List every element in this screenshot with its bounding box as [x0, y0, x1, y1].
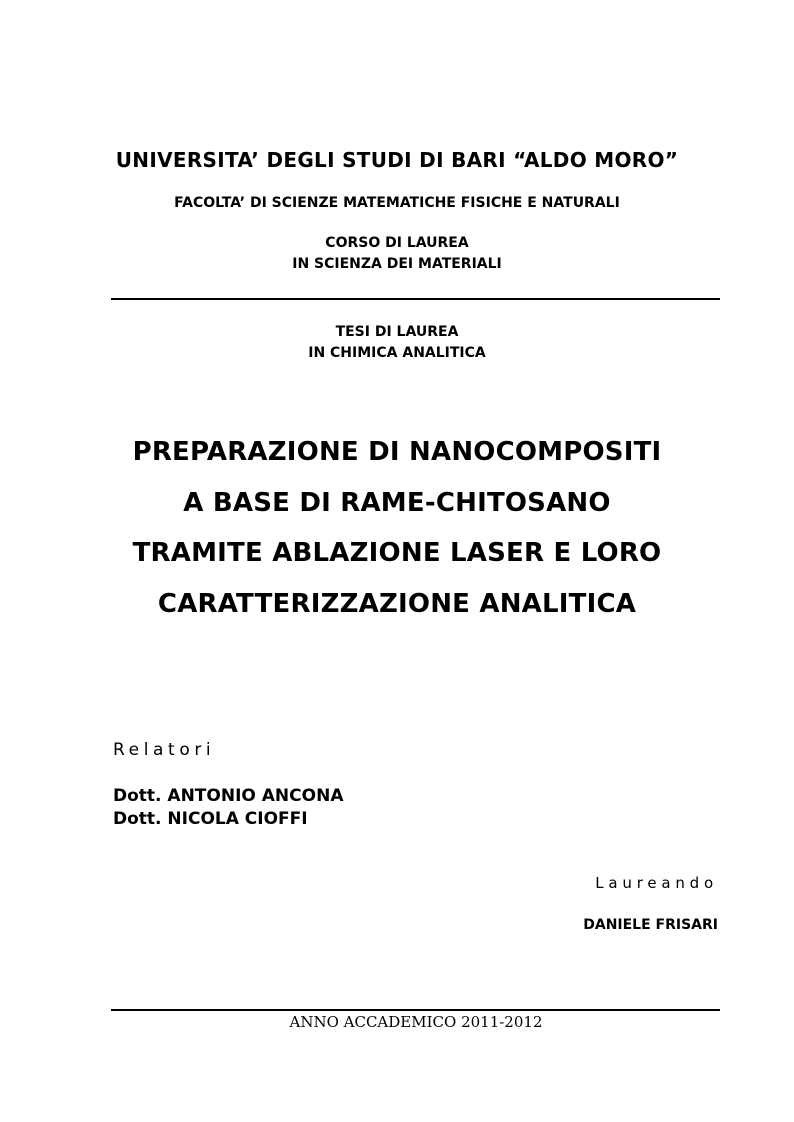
top-divider — [111, 298, 720, 300]
thesis-title-line-4: CARATTERIZZAZIONE ANALITICA — [157, 589, 637, 619]
thesis-title-line-3: TRAMITE ABLAZIONE LASER E LORO — [132, 538, 662, 568]
supervisor-name: Dott. NICOLA CIOFFI — [113, 809, 308, 829]
course-line-1: CORSO DI LAUREA — [325, 235, 469, 251]
supervisors-label: Relatori — [113, 740, 216, 760]
thesis-type-line-1: TESI DI LAUREA — [335, 324, 459, 340]
faculty-name: FACOLTA’ DI SCIENZE MATEMATICHE FISICHE E NATURALI — [174, 195, 620, 211]
academic-year: ANNO ACCADEMICO 2011-2012 — [289, 1013, 543, 1031]
course-line-2: IN SCIENZA DEI MATERIALI — [292, 256, 502, 272]
candidate-label: Laureando — [595, 874, 718, 892]
thesis-title-line-1: PREPARAZIONE DI NANOCOMPOSITI — [132, 437, 662, 467]
thesis-title-line-2: A BASE DI RAME-CHITOSANO — [183, 488, 611, 518]
supervisor-name: Dott. ANTONIO ANCONA — [113, 786, 344, 806]
candidate-name: DANIELE FRISARI — [583, 917, 718, 933]
thesis-type-line-2: IN CHIMICA ANALITICA — [308, 345, 486, 361]
university-name: UNIVERSITA’ DEGLI STUDI DI BARI “ALDO MORO” — [115, 148, 679, 172]
bottom-divider — [111, 1009, 720, 1011]
